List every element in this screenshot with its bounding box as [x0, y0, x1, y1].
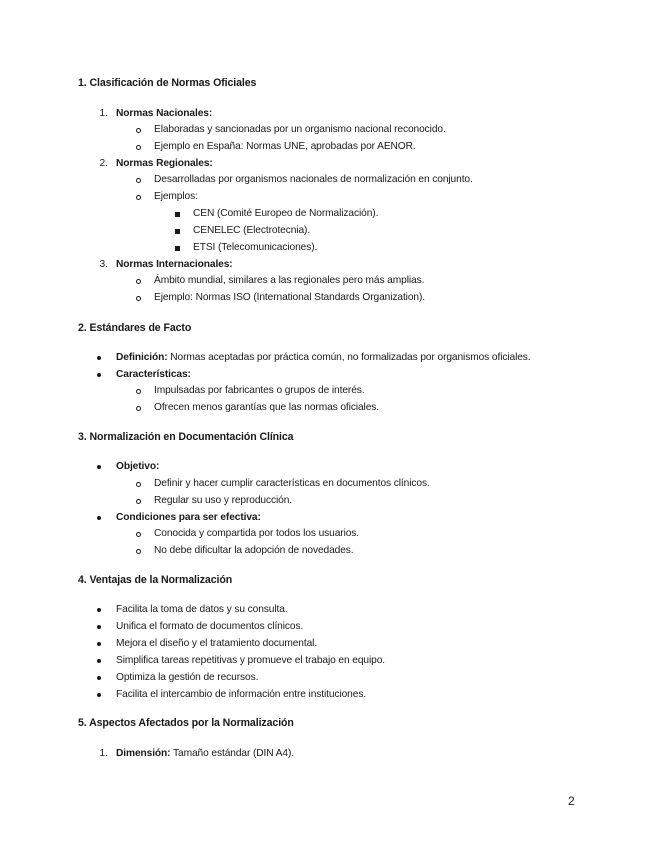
list-item: CEN (Comité Europeo de Normalización). — [193, 208, 379, 219]
characteristics-label: Características: — [116, 369, 191, 380]
section-5-heading: 5. Aspectos Afectados por la Normalización — [78, 717, 294, 729]
list-item: Elaboradas y sancionadas por un organismo nacional reconocido. — [154, 124, 446, 135]
dimension-text: Tamaño estándar (DIN A4). — [170, 748, 294, 759]
page-number: 2 — [568, 794, 575, 808]
circle-bullet-icon — [136, 532, 141, 537]
list-item: Conocida y compartida por todos los usuarios. — [154, 528, 360, 539]
list-number: 1. — [99, 108, 108, 119]
list-item: Ejemplos: — [154, 191, 198, 202]
circle-bullet-icon — [136, 389, 141, 394]
disc-bullet-icon — [97, 659, 101, 663]
section-1-heading: 1. Clasificación de Normas Oficiales — [78, 77, 257, 89]
regional-standards-label: Normas Regionales: — [116, 158, 213, 169]
circle-bullet-icon — [136, 178, 141, 183]
list-number: 2. — [99, 158, 108, 169]
disc-bullet-icon — [97, 356, 101, 360]
square-bullet-icon — [175, 229, 180, 234]
list-item — [116, 352, 531, 363]
list-item: Mejora el diseño y el tratamiento documental. — [116, 638, 318, 649]
disc-bullet-icon — [97, 676, 101, 680]
circle-bullet-icon — [136, 406, 141, 411]
list-item: Desarrolladas por organismos nacionales de normalización en conjunto. — [154, 174, 473, 185]
list-item: Ejemplo: Normas ISO (International Standards Organization). — [154, 292, 425, 303]
disc-bullet-icon — [97, 642, 101, 646]
list-number: 1. — [99, 748, 108, 759]
list-item: Regular su uso y reproducción. — [154, 495, 293, 506]
square-bullet-icon — [175, 212, 180, 217]
disc-bullet-icon — [97, 625, 101, 629]
list-item: Simplifica tareas repetitivas y promueve el trabajo en equipo. — [116, 655, 386, 666]
list-item: Facilita el intercambio de información entre instituciones. — [116, 689, 367, 700]
list-item: Ejemplo en España: Normas UNE, aprobadas por AENOR. — [154, 141, 416, 152]
list-item: Facilita la toma de datos y su consulta. — [116, 604, 288, 615]
list-item: CENELEC (Electrotecnia). — [193, 225, 311, 236]
section-4-heading: 4. Ventajas de la Normalización — [78, 574, 233, 586]
definition-text: Normas aceptadas por práctica común, no formalizadas por organismos oficiales. — [167, 352, 531, 363]
definition-label: Definición: — [116, 352, 168, 363]
list-item: Definir y hacer cumplir características en documentos clínicos. — [154, 478, 430, 489]
disc-bullet-icon — [97, 373, 101, 377]
square-bullet-icon — [175, 246, 180, 251]
circle-bullet-icon — [136, 549, 141, 554]
section-3-heading: 3. Normalización en Documentación Clínica — [78, 431, 294, 443]
circle-bullet-icon — [136, 279, 141, 284]
disc-bullet-icon — [97, 465, 101, 469]
list-item — [116, 748, 294, 759]
conditions-label: Condiciones para ser efectiva: — [116, 512, 261, 523]
circle-bullet-icon — [136, 296, 141, 301]
circle-bullet-icon — [136, 195, 141, 200]
list-item: Ámbito mundial, similares a las regionales pero más amplias. — [154, 275, 425, 286]
section-2-heading: 2. Estándares de Facto — [78, 322, 192, 334]
list-item: No debe dificultar la adopción de novedades. — [154, 545, 354, 556]
circle-bullet-icon — [136, 145, 141, 150]
circle-bullet-icon — [136, 128, 141, 133]
list-item: ETSI (Telecomunicaciones). — [193, 242, 318, 253]
national-standards-label: Normas Nacionales: — [116, 108, 213, 119]
list-item: Impulsadas por fabricantes o grupos de interés. — [154, 385, 365, 396]
objective-label: Objetivo: — [116, 461, 160, 472]
list-number: 3. — [99, 259, 108, 270]
disc-bullet-icon — [97, 516, 101, 520]
international-standards-label: Normas Internacionales: — [116, 259, 233, 270]
list-item: Unifica el formato de documentos clínicos. — [116, 621, 304, 632]
circle-bullet-icon — [136, 482, 141, 487]
list-item: Optimiza la gestión de recursos. — [116, 672, 259, 683]
disc-bullet-icon — [97, 608, 101, 612]
disc-bullet-icon — [97, 693, 101, 697]
dimension-label: Dimensión: — [116, 748, 171, 759]
list-item: Ofrecen menos garantías que las normas oficiales. — [154, 402, 380, 413]
circle-bullet-icon — [136, 499, 141, 504]
